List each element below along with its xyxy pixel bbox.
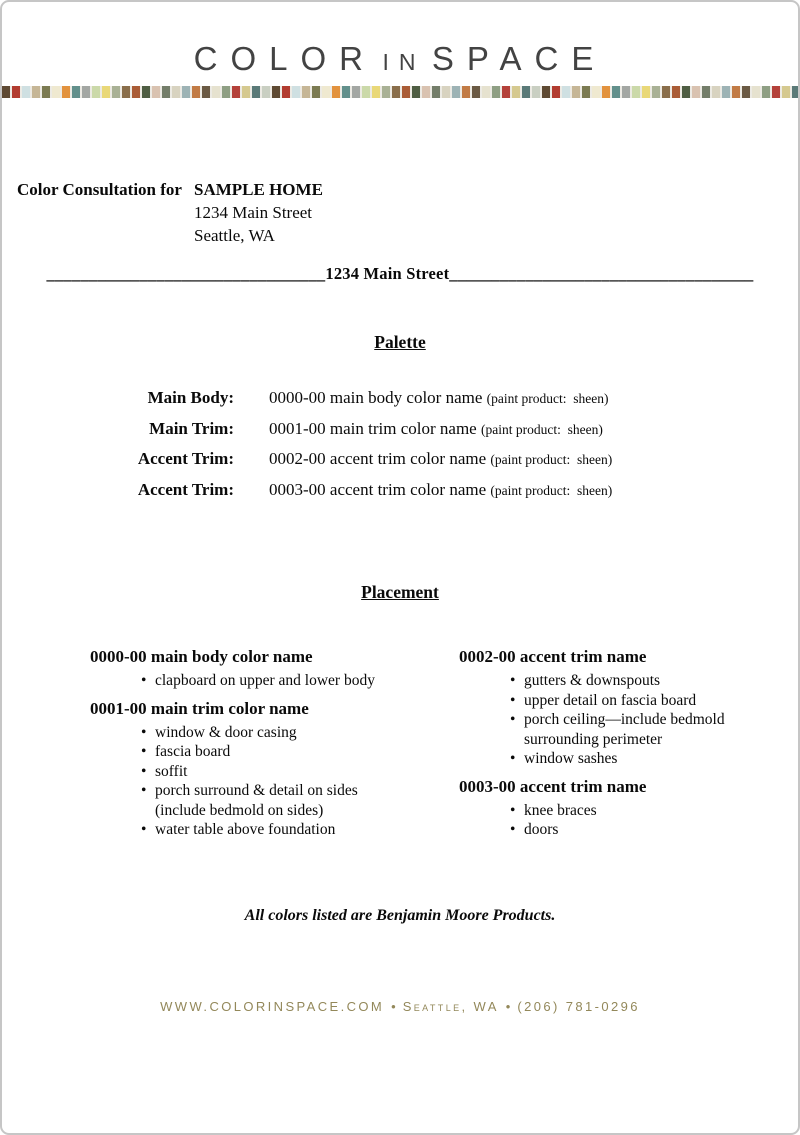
logo xyxy=(2,40,798,78)
palette-row-label: Main Trim: xyxy=(149,418,234,438)
stripe-color-chip xyxy=(772,86,780,98)
footer-location: Seattle, WA xyxy=(402,999,499,1014)
placement-group xyxy=(459,645,762,769)
placement-group-heading: 0003-00 accent trim name xyxy=(459,776,647,796)
palette-row xyxy=(2,414,798,445)
placement-item: • water table above foundation xyxy=(141,821,336,838)
bullet-marker: • xyxy=(510,750,516,767)
stripe-color-chip xyxy=(542,86,550,98)
stripe-color-chip xyxy=(32,86,40,98)
logo-word-color: COLOR xyxy=(193,40,376,77)
address-rule-line xyxy=(2,264,798,284)
placement-column-left xyxy=(90,645,459,846)
stripe-color-chip xyxy=(462,86,470,98)
placement-group-heading: 0002-00 accent trim name xyxy=(459,647,647,666)
stripe-color-chip xyxy=(12,86,20,98)
stripe-color-chip xyxy=(232,86,240,98)
stripe-color-chip xyxy=(492,86,500,98)
placement-group xyxy=(459,775,762,840)
placement-item: • knee braces xyxy=(510,801,597,819)
stripe-color-chip xyxy=(322,86,330,98)
palette-row xyxy=(2,444,798,475)
palette-row-note: (paint product: sheen) xyxy=(490,452,613,467)
footer-separator: • xyxy=(391,999,396,1014)
stripe-color-chip xyxy=(292,86,300,98)
stripe-color-chip xyxy=(392,86,400,98)
stripe-color-chip xyxy=(242,86,250,98)
stripe-color-chip xyxy=(712,86,720,98)
stripe-color-chip xyxy=(202,86,210,98)
bullet-marker: • xyxy=(510,711,516,728)
placement-group xyxy=(90,697,459,840)
palette-row-value: 0003-00 accent trim color name (paint product: sheen) xyxy=(269,479,613,499)
stripe-color-chip xyxy=(622,86,630,98)
placement-item: • gutters & downspouts xyxy=(510,672,661,689)
client-name: SAMPLE HOME xyxy=(193,180,323,199)
stripe-color-chip xyxy=(222,86,230,98)
products-note: All colors listed are Benjamin Moore Products. xyxy=(244,907,556,924)
footer-separator: • xyxy=(505,999,511,1014)
palette-row-note: (paint product: sheen) xyxy=(480,421,603,437)
placement-item: • upper detail on fascia board xyxy=(510,691,697,709)
stripe-color-chip xyxy=(262,86,270,98)
stripe-color-chip xyxy=(502,86,510,98)
palette-row-value: 0002-00 accent trim color name (paint product: sheen) xyxy=(269,449,613,468)
palette-heading: Palette xyxy=(374,332,426,352)
stripe-color-chip xyxy=(782,86,790,98)
stripe-color-chip xyxy=(432,86,440,98)
stripe-color-chip xyxy=(422,86,430,98)
stripe-color-chip xyxy=(212,86,220,98)
stripe-color-chip xyxy=(72,86,80,98)
palette-row xyxy=(2,383,798,414)
bullet-marker: • xyxy=(141,723,147,741)
stripe-color-chip xyxy=(512,86,520,98)
stripe-color-chip xyxy=(152,86,160,98)
client-street: 1234 Main Street xyxy=(193,203,313,222)
placement-column-right xyxy=(459,645,762,846)
palette-row-label: Accent Trim: xyxy=(137,449,234,468)
palette-row-note: (paint product: sheen) xyxy=(486,391,609,406)
placement-columns xyxy=(90,645,762,846)
placement-item: • window sashes xyxy=(510,750,618,767)
placement-group-heading: 0001-00 main trim color name xyxy=(90,698,309,718)
client-city: Seattle, WA xyxy=(193,226,275,245)
stripe-color-chip xyxy=(82,86,90,98)
logo-word-in: IN xyxy=(382,49,426,75)
stripe-color-chip xyxy=(612,86,620,98)
placement-heading: Placement xyxy=(361,582,439,602)
stripe-color-chip xyxy=(332,86,340,98)
stripe-color-chip xyxy=(522,86,530,98)
stripe-color-chip xyxy=(702,86,710,98)
stripe-color-chip xyxy=(62,86,70,98)
stripe-color-chip xyxy=(312,86,320,98)
bullet-marker: • xyxy=(141,782,147,799)
color-chip-stripe xyxy=(2,86,798,98)
stripe-color-chip xyxy=(552,86,560,98)
stripe-color-chip xyxy=(352,86,360,98)
stripe-color-chip xyxy=(682,86,690,98)
stripe-color-chip xyxy=(722,86,730,98)
palette-row-note: (paint product: sheen) xyxy=(490,482,613,498)
placement-item: • doors xyxy=(510,821,559,838)
stripe-color-chip xyxy=(562,86,570,98)
bullet-marker: • xyxy=(141,821,147,838)
bullet-marker: • xyxy=(510,801,516,819)
stripe-color-chip xyxy=(532,86,540,98)
palette-row xyxy=(2,475,798,506)
stripe-color-chip xyxy=(362,86,370,98)
placement-item: • porch surround & detail on sides (include bedmold on sides) xyxy=(141,782,358,819)
stripe-color-chip xyxy=(122,86,130,98)
stripe-color-chip xyxy=(342,86,350,98)
placement-item: • porch ceiling—include bedmold surrounding perimeter xyxy=(510,711,725,748)
stripe-color-chip xyxy=(732,86,740,98)
bullet-marker: • xyxy=(141,743,147,760)
palette-row-label: Main Body: xyxy=(147,388,234,407)
stripe-color-chip xyxy=(112,86,120,98)
palette-row-value: 0001-00 main trim color name (paint product: sheen) xyxy=(269,418,603,438)
stripe-color-chip xyxy=(192,86,200,98)
rule-left-fill: _________________________________ xyxy=(46,264,326,283)
logo-word-space: SPACE xyxy=(431,40,607,77)
stripe-color-chip xyxy=(742,86,750,98)
stripe-color-chip xyxy=(252,86,260,98)
stripe-color-chip xyxy=(162,86,170,98)
placement-item: • fascia board xyxy=(141,743,231,760)
rule-street-text: 1234 Main Street xyxy=(325,264,450,283)
bullet-marker: • xyxy=(510,672,516,689)
stripe-color-chip xyxy=(592,86,600,98)
stripe-color-chip xyxy=(672,86,680,98)
placement-group xyxy=(90,645,459,691)
footer-phone: (206) 781-0296 xyxy=(517,999,640,1014)
consultation-address xyxy=(194,178,323,247)
stripe-color-chip xyxy=(182,86,190,98)
stripe-color-chip xyxy=(442,86,450,98)
stripe-color-chip xyxy=(22,86,30,98)
stripe-color-chip xyxy=(382,86,390,98)
stripe-color-chip xyxy=(2,86,10,98)
footer-website: WWW.COLORINSPACE.COM xyxy=(160,999,385,1014)
consultation-label: Color Consultation for xyxy=(17,180,182,199)
stripe-color-chip xyxy=(142,86,150,98)
placement-group-heading: 0000-00 main body color name xyxy=(90,647,313,666)
palette-row-label: Accent Trim: xyxy=(137,479,234,499)
stripe-color-chip xyxy=(102,86,110,98)
stripe-color-chip xyxy=(402,86,410,98)
stripe-color-chip xyxy=(472,86,480,98)
stripe-color-chip xyxy=(482,86,490,98)
stripe-color-chip xyxy=(642,86,650,98)
stripe-color-chip xyxy=(602,86,610,98)
stripe-color-chip xyxy=(582,86,590,98)
bullet-marker: • xyxy=(141,672,147,689)
palette-row-value: 0000-00 main body color name (paint product: sheen) xyxy=(269,388,609,407)
stripe-color-chip xyxy=(572,86,580,98)
stripe-color-chip xyxy=(692,86,700,98)
placement-item: • window & door casing xyxy=(141,723,297,741)
placement-item: • clapboard on upper and lower body xyxy=(141,672,375,689)
stripe-color-chip xyxy=(662,86,670,98)
stripe-color-chip xyxy=(132,86,140,98)
stripe-color-chip xyxy=(652,86,660,98)
bullet-marker: • xyxy=(510,691,516,709)
placement-item: • soffit xyxy=(141,762,188,780)
stripe-color-chip xyxy=(632,86,640,98)
consultation-block xyxy=(17,178,323,247)
stripe-color-chip xyxy=(272,86,280,98)
stripe-color-chip xyxy=(42,86,50,98)
stripe-color-chip xyxy=(792,86,798,98)
footer xyxy=(2,999,798,1014)
stripe-color-chip xyxy=(52,86,60,98)
stripe-color-chip xyxy=(412,86,420,98)
stripe-color-chip xyxy=(452,86,460,98)
rule-right-fill: ____________________________________ xyxy=(449,264,754,283)
bullet-marker: • xyxy=(141,762,147,780)
stripe-color-chip xyxy=(762,86,770,98)
stripe-color-chip xyxy=(372,86,380,98)
stripe-color-chip xyxy=(172,86,180,98)
bullet-marker: • xyxy=(510,821,516,838)
stripe-color-chip xyxy=(282,86,290,98)
stripe-color-chip xyxy=(752,86,760,98)
stripe-color-chip xyxy=(92,86,100,98)
stripe-color-chip xyxy=(302,86,310,98)
palette-table xyxy=(2,383,798,505)
